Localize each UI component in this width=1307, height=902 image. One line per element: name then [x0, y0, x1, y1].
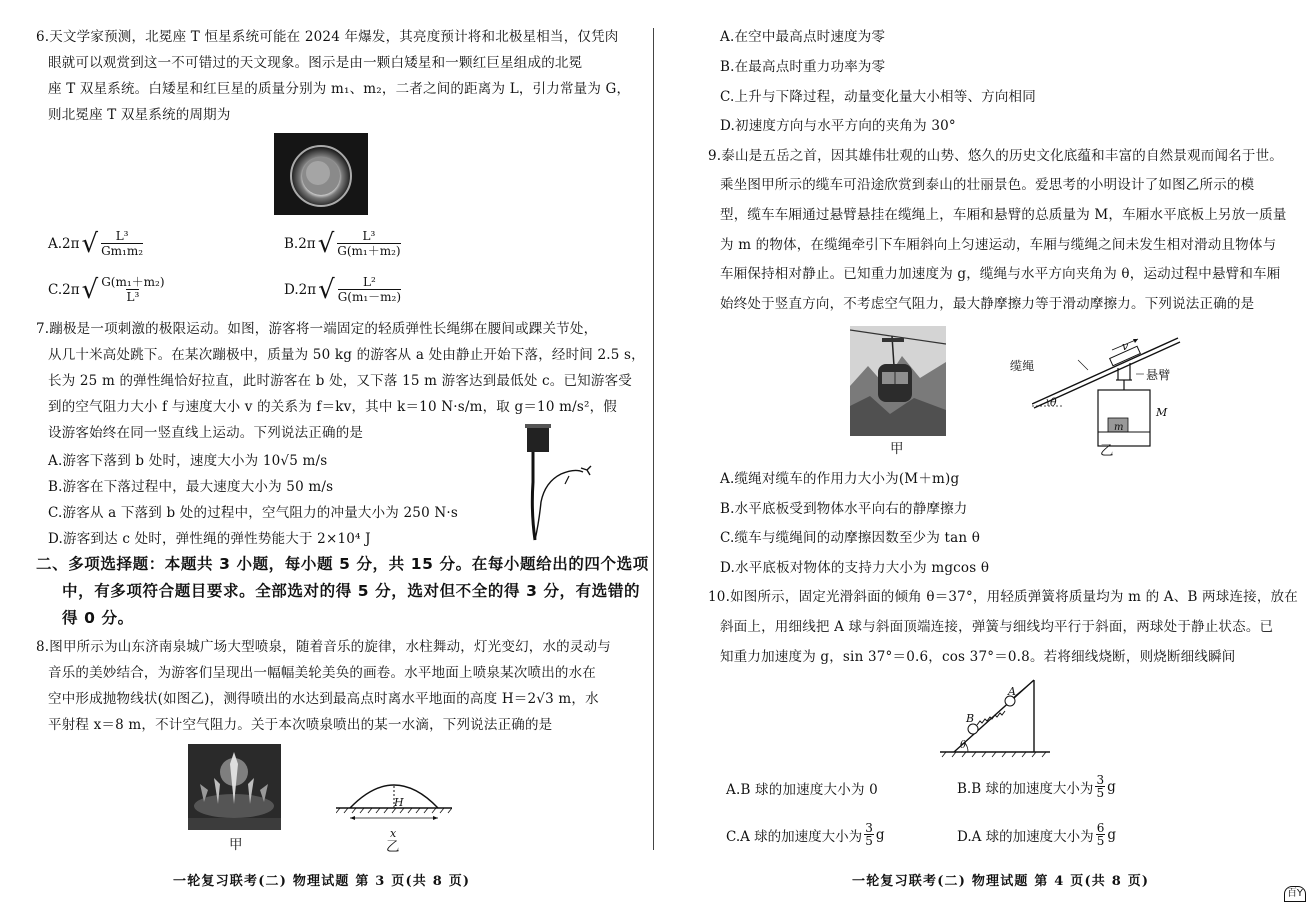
q9-line-3: 型，缆车车厢通过悬臂悬挂在缆绳上，车厢和悬臂的总质量为 M，车厢水平底板上另放一质量 [720, 207, 1287, 223]
binary-star-photo [274, 133, 368, 215]
q7-line-4: 到的空气阻力大小 f 与速度大小 v 的关系为 f＝kv，其中 k＝10 N·s/m，取 g＝10 m/s²，假 [48, 399, 617, 415]
q6-line-3: 座 T 双星系统。白矮星和红巨星的质量分别为 m₁、m₂，二者之间的距离为 L，引力常量为 G， [48, 81, 631, 97]
parabola-h-label: H [394, 796, 404, 809]
q7-option-d[interactable]: D.游客到达 c 处时，弹性绳的弹性势能大于 2×10⁴ J [48, 531, 371, 547]
q8-line-3: 空中形成抛物线状(如图乙)，测得喷出的水达到最高点时离水平地面的高度 H＝2√3 m，水 [48, 691, 599, 707]
q6-line-2: 眼就可以观赏到这一不可错过的天文现象。图示是由一颗白矮星和一颗红巨星组成的北冕 [48, 55, 583, 71]
q9-fig-yi-label: 乙 [1100, 443, 1114, 459]
q6-option-b[interactable]: B.2π √ G(m₁＋m₂) L³ [284, 228, 401, 259]
mass-M-label: M [1156, 406, 1168, 419]
q7-line-5: 设游客始终在同一竖直线上运动。下列说法正确的是 [48, 425, 364, 441]
q6-option-a[interactable]: A.2π √ Gm₁m₂ L³ [48, 228, 144, 259]
q8-line-1: 8.图甲所示为山东济南泉城广场大型喷泉，随着音乐的旋律，水柱舞动，灯光变幻，水的灵动与 [36, 639, 611, 655]
q7-line-1: 7.蹦极是一项刺激的极限运动。如图，游客将一端固定的轻质弹性长绳绑在腰间或踝关节处， [36, 321, 598, 337]
q6-option-d[interactable]: D.2π √ G(m₁－m₂) L² [284, 274, 402, 305]
q10-option-a[interactable]: A.B 球的加速度大小为 0 [726, 782, 878, 798]
q6-line-4: 则北冕座 T 双星系统的周期为 [48, 107, 231, 123]
rope-label: 缆绳 [1010, 359, 1035, 373]
q9-option-b[interactable]: B.水平底板受到物体水平向右的静摩擦力 [720, 501, 968, 517]
q7-option-b[interactable]: B.游客在下落过程中，最大速度大小为 50 m/s [48, 479, 334, 495]
q9-option-c[interactable]: C.缆车与缆绳间的动摩擦因数至少为 tan θ [720, 530, 981, 546]
arm-label: 悬臂 [1146, 368, 1171, 382]
q8-fig-yi-label: 乙 [386, 839, 400, 855]
q8-fig-jia-label: 甲 [229, 837, 243, 853]
q7-line-2: 从几十米高处跳下。在某次蹦极中，质量为 50 kg 的游客从 a 处由静止开始下落，经时间 2.5 s， [48, 347, 645, 363]
q10-line-3: 知重力加速度为 g，sin 37°＝0.6，cos 37°＝0.8。若将细线烧断，则烧断细线瞬间 [720, 649, 1236, 665]
q9-option-a[interactable]: A.缆绳对缆车的作用力大小为(M＋m)g [720, 471, 960, 487]
q8-option-a[interactable]: A.在空中最高点时速度为零 [720, 29, 886, 45]
q7-option-c[interactable]: C.游客从 a 下落到 b 处的过程中，空气阻力的冲量大小为 250 N·s [48, 505, 458, 521]
section2-line-1: 二、多项选择题：本题共 3 小题，每小题 5 分，共 15 分。在每小题给出的四个选项 [36, 555, 649, 573]
left-page-footer: 一轮复习联考(二) 物理试题 第 3 页(共 8 页) [173, 874, 471, 889]
bungee-jump-sketch [515, 422, 605, 544]
cable-car-photo [850, 326, 946, 436]
q8-line-2: 音乐的美妙结合，为游客们呈现出一幅幅美轮美奂的画卷。水平地面上喷泉某次喷出的水在 [48, 665, 596, 681]
incline-spring-diagram [940, 674, 1050, 758]
q10-option-b[interactable]: B.B 球的加速度大小为 3 5 g [957, 773, 1116, 800]
q8-option-c[interactable]: C.上升与下降过程，动量变化量大小相等、方向相同 [720, 89, 1036, 105]
q9-line-5: 车厢保持相对静止。已知重力加速度为 g，缆绳与水平方向夹角为 θ，运动过程中悬臂和车厢 [720, 266, 1281, 282]
q9-line-6: 始终处于竖直方向，不考虑空气阻力，最大静摩擦力等于滑动摩擦力。下列说法正确的是 [720, 296, 1255, 312]
q6-line-1: 6.天文学家预测，北冕座 T 恒星系统可能在 2024 年爆发，其亮度预计将和北极星相当，仅凭肉 [36, 29, 619, 45]
q8-line-4: 平射程 x＝8 m，不计空气阻力。关于本次喷泉喷出的某一水滴，下列说法正确的是 [48, 717, 553, 733]
q10-line-2: 斜面上，用细线把 A 球与斜面顶端连接，弹簧与细线均平行于斜面，两球处于静止状态。已 [720, 619, 1274, 635]
ball-b-label: B [966, 712, 975, 725]
q9-line-1: 9.泰山是五岳之首，因其雄伟壮观的山势、悠久的历史文化底蕴和丰富的自然景观而闻名于世。 [708, 148, 1283, 164]
ball-a-label: A [1008, 685, 1017, 698]
q9-option-d[interactable]: D.水平底板对物体的支持力大小为 mgcos θ [720, 560, 990, 576]
q9-fig-jia-label: 甲 [890, 441, 904, 457]
right-page [660, 0, 1307, 900]
q6-option-c[interactable]: C.2π √ L³ G(m₁＋m₂) [48, 274, 165, 305]
incline-theta-label: θ [960, 740, 967, 751]
q10-line-1: 10.如图所示，固定光滑斜面的倾角 θ＝37°，用轻质弹簧将质量均为 m 的 A、B 两球连接，放在 [708, 589, 1298, 605]
q7-option-a[interactable]: A.游客下落到 b 处时，速度大小为 10√5 m/s [48, 453, 328, 469]
corner-logo-badge: 百Y [1284, 886, 1306, 902]
q8-option-b[interactable]: B.在最高点时重力功率为零 [720, 59, 886, 75]
cable-car-model-diagram [1032, 336, 1182, 448]
mass-m-label: m [1114, 422, 1124, 433]
section2-line-2: 中，有多项符合题目要求。全部选对的得 5 分，选对但不全的得 3 分，有选错的 [62, 582, 641, 600]
q7-line-3: 长为 25 m 的弹性绳恰好拉直，此时游客在 b 处，又下落 15 m 游客达到最低处 c。已知游客受 [48, 373, 632, 389]
q9-line-2: 乘坐图甲所示的缆车可沿途欣赏到泰山的壮丽景色。爱思考的小明设计了如图乙所示的模 [720, 177, 1255, 193]
page-divider [653, 28, 654, 850]
velocity-v-label: v [1122, 340, 1129, 353]
parabola-x-label: x [390, 827, 397, 840]
theta-angle-label: θ [1050, 396, 1057, 409]
q10-option-d[interactable]: D.A 球的加速度大小为 6 5 g [957, 821, 1116, 848]
section2-line-3: 得 0 分。 [62, 609, 134, 627]
left-page [0, 0, 650, 900]
fountain-photo [188, 744, 281, 830]
right-page-footer: 一轮复习联考(二) 物理试题 第 4 页(共 8 页) [852, 874, 1150, 889]
q9-line-4: 为 m 的物体，在缆绳牵引下车厢斜向上匀速运动，车厢与缆绳之间未发生相对滑动且物体与 [720, 237, 1277, 253]
q8-option-d[interactable]: D.初速度方向与水平方向的夹角为 30° [720, 118, 956, 134]
q10-option-c[interactable]: C.A 球的加速度大小为 3 5 g [726, 821, 885, 848]
